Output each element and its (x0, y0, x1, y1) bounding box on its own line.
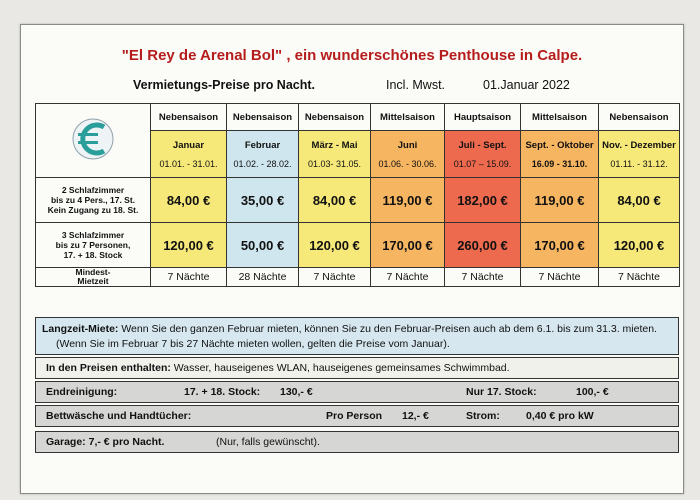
price-cell: 84,00 € (151, 178, 227, 223)
month-cell (521, 131, 599, 178)
price-cell: 170,00 € (371, 223, 445, 268)
long-term-text: Wenn Sie den ganzen Februar mieten, können Sie zu den Februar-Preisen auch ab dem 6.1. bis zum 31.3. mieten. (118, 323, 657, 335)
power-label: Strom: (466, 410, 500, 422)
price-cell: 182,00 € (445, 178, 521, 223)
price-cell: 170,00 € (521, 223, 599, 268)
min-stay-cell: 7 Nächte (299, 268, 371, 287)
season-header: Nebensaison (227, 104, 299, 131)
linen-row (35, 405, 679, 427)
month-cell (299, 131, 371, 178)
season-header: Mittelsaison (521, 104, 599, 131)
row-label-line: Mindest- (75, 267, 111, 277)
month-name: Januar (172, 139, 205, 151)
row-label-line: bis zu 4 Pers., 17. St. (50, 195, 136, 205)
garage-row (35, 431, 679, 453)
month-name: Nov. - Dezember (602, 139, 676, 151)
included-note (35, 357, 679, 379)
min-stay-row (36, 268, 680, 287)
season-header: Hauptsaison (445, 104, 521, 131)
month-name: Juni (397, 139, 418, 151)
long-term-line-1 (42, 322, 672, 337)
row-label-line: Mietzeit (77, 276, 109, 286)
season-header: Mittelsaison (371, 104, 445, 131)
long-term-label: Langzeit-Miete: (42, 323, 119, 335)
subtitle-tax: Incl. Mwst. (386, 78, 446, 92)
cleaning-floor-price: 130,- € (280, 386, 313, 398)
cleaning-floor-label: 17. + 18. Stock: (184, 386, 261, 398)
month-name: März - Mai (311, 139, 358, 151)
month-name: Februar (244, 139, 281, 151)
row-label-line: 3 Schlafzimmer (61, 230, 125, 240)
price-cell: 119,00 € (521, 178, 599, 223)
power-price: 0,40 € pro kW (526, 410, 594, 422)
price-sheet (20, 24, 684, 494)
row-label-line: 2 Schlafzimmer (61, 185, 125, 195)
euro-cell (36, 104, 151, 178)
season-header-row (36, 104, 680, 131)
date-range: 01.03- 31.05. (307, 158, 362, 169)
min-stay-cell: 7 Nächte (445, 268, 521, 287)
cleaning-17-label: Nur 17. Stock: (466, 386, 537, 398)
date-range: 01.11. - 31.12. (610, 158, 668, 169)
month-cell (371, 131, 445, 178)
season-header: Nebensaison (599, 104, 680, 131)
price-table (35, 103, 680, 287)
price-cell: 120,00 € (299, 223, 371, 268)
min-stay-cell: 7 Nächte (151, 268, 227, 287)
cleaning-row (35, 381, 679, 403)
min-stay-cell: 7 Nächte (521, 268, 599, 287)
price-cell: 35,00 € (227, 178, 299, 223)
row-label-line: Kein Zugang zu 18. St. (47, 205, 139, 215)
date-range: 01.01. - 31.01. (159, 158, 218, 169)
subtitle-date: 01.Januar 2022 (483, 78, 570, 92)
price-cell: 119,00 € (371, 178, 445, 223)
linen-per-person-price: 12,- € (402, 410, 429, 422)
cleaning-17-price: 100,- € (576, 386, 609, 398)
three-bedroom-label (36, 223, 151, 268)
min-stay-label (36, 268, 151, 287)
long-term-note (35, 317, 679, 355)
price-cell: 50,00 € (227, 223, 299, 268)
three-bedroom-row (36, 223, 680, 268)
row-label-line: 17. + 18. Stock (63, 250, 123, 260)
garage-label: Garage: 7,- € pro Nacht. (46, 436, 165, 448)
month-cell (599, 131, 680, 178)
cleaning-label: Endreinigung: (46, 386, 118, 398)
season-header: Nebensaison (299, 104, 371, 131)
month-name: Juli - Sept. (458, 139, 507, 151)
min-stay-cell: 28 Nächte (227, 268, 299, 287)
date-range: 01.06. - 30.06. (378, 158, 437, 169)
price-cell: 120,00 € (151, 223, 227, 268)
long-term-line-2: (Wenn Sie im Februar 7 bis 27 Nächte mieten wollen, gelten die Preise vom Januar). (56, 338, 450, 350)
included-text: Wasser, hauseigenes WLAN, hauseigenes gemeinsames Schwimmbad. (170, 362, 510, 374)
month-cell (227, 131, 299, 178)
linen-label: Bettwäsche und Handtücher: (46, 410, 192, 422)
two-bedroom-row (36, 178, 680, 223)
garage-note: (Nur, falls gewünscht). (216, 436, 320, 448)
min-stay-cell: 7 Nächte (371, 268, 445, 287)
date-range: 16.09 - 31.10. (531, 158, 588, 169)
price-cell: 84,00 € (599, 178, 680, 223)
month-cell (445, 131, 521, 178)
row-label-line: bis zu 7 Personen, (55, 240, 131, 250)
price-cell: 120,00 € (599, 223, 680, 268)
linen-per-person-label: Pro Person (326, 410, 383, 422)
date-range: 01.02. - 28.02. (233, 158, 292, 169)
included-label: In den Preisen enthalten: (46, 362, 171, 374)
page-title: "El Rey de Arenal Bol" , ein wunderschönes Penthouse in Calpe. (121, 47, 583, 64)
month-cell (151, 131, 227, 178)
price-cell: 260,00 € (445, 223, 521, 268)
price-cell: 84,00 € (299, 178, 371, 223)
euro-icon (66, 115, 120, 163)
min-stay-cell: 7 Nächte (599, 268, 680, 287)
two-bedroom-label (36, 178, 151, 223)
subtitle-left: Vermietungs-Preise pro Nacht. (133, 78, 316, 92)
month-name: Sept. - Oktober (525, 139, 594, 151)
date-range: 01.07 – 15.09. (453, 158, 512, 169)
season-header: Nebensaison (151, 104, 227, 131)
